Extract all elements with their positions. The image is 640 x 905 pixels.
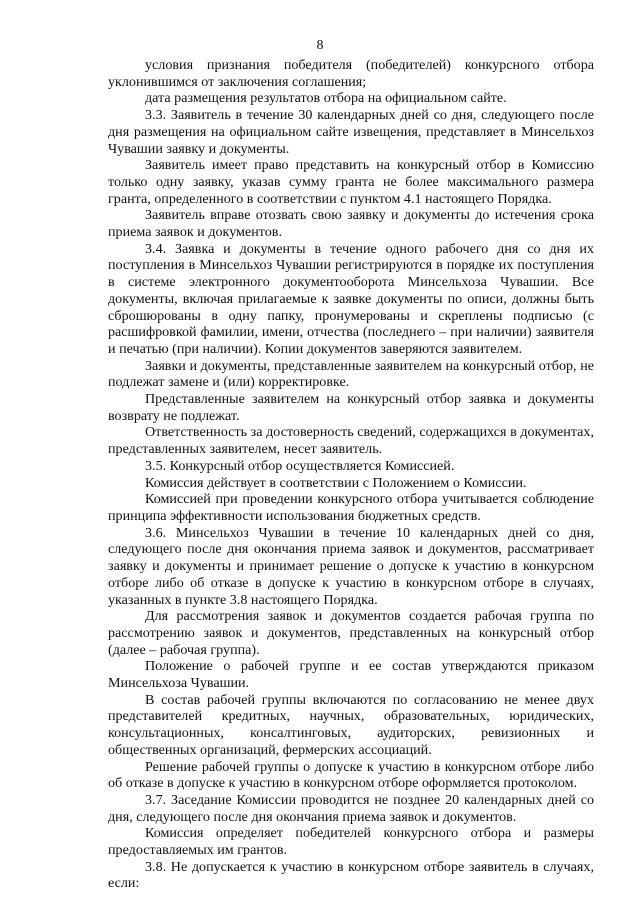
paragraph: Представленные заявителем на конкурсный отбор заявка и документы возврату не подлежат. <box>108 391 594 424</box>
paragraph: Заявки и документы, представленные заявителем на конкурсный отбор, не подлежат замене и (или) корректировке. <box>108 357 594 391</box>
paragraph: Комиссия определяет победителей конкурсного отбора и размеры предоставляемых им грантов. <box>108 825 594 859</box>
paragraph: Для рассмотрения заявок и документов создается рабочая группа по рассмотрению заявок и документов, представленных на конкурсный отбор (далее – рабочая группа). <box>108 608 594 658</box>
paragraph: 3.7. Заседание Комиссии проводится не позднее 20 календарных дней со дня, следующего после дня окончания приема заявок и документов. <box>108 791 594 825</box>
paragraph: Заявитель вправе отозвать свою заявку и документы до истечения срока приема заявок и документов. <box>108 207 594 241</box>
paragraph: Положение о рабочей группе и ее состав утверждаются приказом Минсельхоза Чувашии. <box>108 658 594 692</box>
paragraph: Решение рабочей группы о допуске к участию в конкурсном отборе либо об отказе в допуске к участию в конкурсном отборе оформляется протоколом. <box>108 758 594 792</box>
paragraph: 3.4. Заявка и документы в течение одного рабочего дня со дня их поступления в Минсельхоз Чувашии регистрируются в порядке их поступления в системе электронного документооборота Минсельхоза Чувашии. Все документы, включая прилагаемые к заявке документы по описи, должны быть сброшюрованы в одну папку, пронумерованы и скреплены подписью (с расшифровкой фамилии, имени, отчества (последнего – при наличии) заявителя и печатью (при наличии). Копии документов заверяются заявителем. <box>108 240 594 357</box>
paragraph: Заявитель имеет право представить на конкурсный отбор в Комиссию только одну заявку, указав сумму гранта не более максимального размера гранта, определенного в соответствии с пунктом 4.1 настоящего Порядка. <box>108 157 594 207</box>
paragraph: дата размещения результатов отбора на официальном сайте. <box>145 90 507 107</box>
paragraph: Комиссией при проведении конкурсного отбора учитывается соблюдение принципа эффективности использования бюджетных средств. <box>108 491 594 524</box>
paragraph: 3.3. Заявитель в течение 30 календарных дней со дня, следующего после дня размещения на официальном сайте извещения, представляет в Минсельхоз Чувашии заявку и документы. <box>108 107 594 157</box>
paragraph: В состав рабочей группы включаются по согласованию не менее двух представителей кредитных, научных, образовательных, юридических, консультационных, консалтинговых, аудиторских, ревизионных и общественных организаций, фермерских ассоциаций. <box>108 691 594 758</box>
paragraph: 3.5. Конкурсный отбор осуществляется Комиссией. <box>145 457 455 474</box>
paragraph: 3.8. Не допускается к участию в конкурсном отборе заявитель в случаях, если: <box>108 858 594 892</box>
paragraph: Ответственность за достоверность сведений, содержащихся в документах, представленных заявителем, несет заявитель. <box>108 424 594 458</box>
paragraph: 3.6. Минсельхоз Чувашии в течение 10 календарных дней со дня, следующего после дня окончания приема заявок и документов, рассматривает заявку и документы и принимает решение о допуске к участию в конкурсном отборе либо об отказе в допуске к участию в конкурсном отборе в случаях, указанных в пункте 3.8 настоящего Порядка. <box>108 524 594 608</box>
document-body <box>108 57 594 892</box>
paragraph: условия признания победителя (победителей) конкурсного отбора уклонившимся от заключения соглашения; <box>108 57 594 90</box>
page-number: 8 <box>316 38 324 53</box>
paragraph: Комиссия действует в соответствии с Положением о Комиссии. <box>145 474 527 491</box>
